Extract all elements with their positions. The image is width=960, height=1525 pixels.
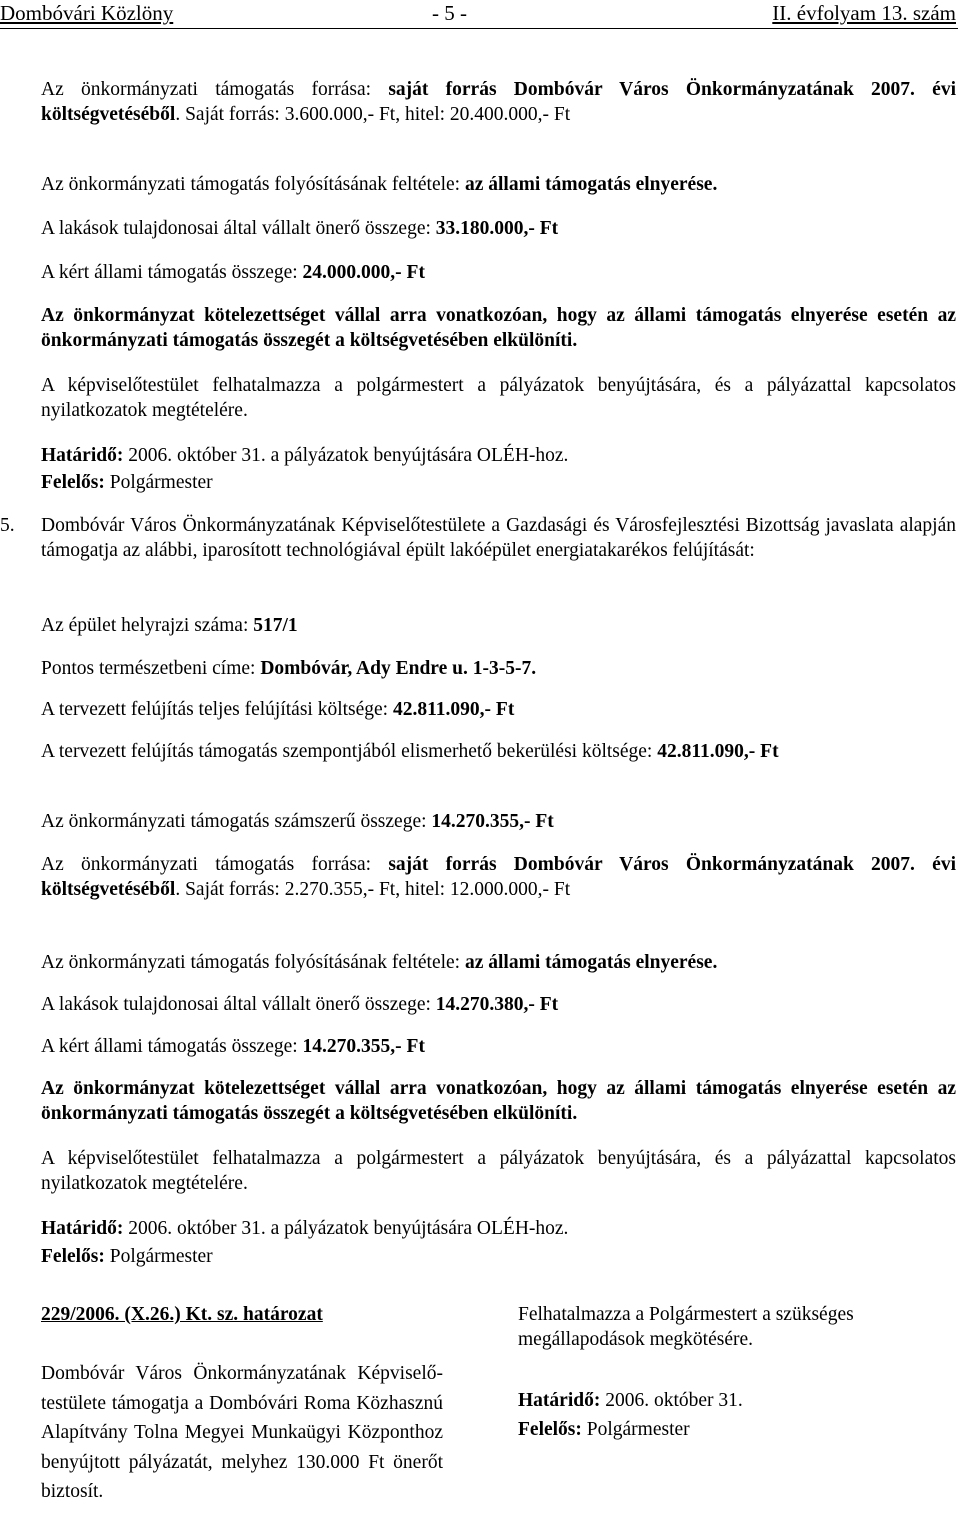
municipal-support: Az önkormányzati támogatás számszerű összege: 14.270.355,- Ft — [41, 811, 554, 832]
issue-label: II. évfolyam 13. szám — [772, 1, 956, 25]
payment-condition-4: Az önkormányzati támogatás folyósításának feltétele: az állami támogatás elnyerése. — [41, 174, 718, 195]
address: Pontos természetbeni címe: Dombóvár, Ady Endre u. 1-3-5-7. — [41, 658, 537, 679]
deadline-5: Határidő: 2006. október 31. a pályázatok benyújtására OLÉH-hoz. — [41, 1218, 569, 1239]
resolution-deadline: Határidő: 2006. október 31. — [518, 1390, 743, 1411]
responsible-5: Felelős: Polgármester — [41, 1246, 213, 1267]
commitment-4: Az önkormányzat kötelezettséget vállal arra vonatkozóan, hogy az állami támogatás elnyerése esetén az önkormányzati támogatás összegét a költségvetésében elkülöníti. — [41, 305, 956, 351]
page-number: - 5 - — [432, 1, 467, 25]
item-number: 5. — [0, 515, 15, 536]
publication-title: Dombóvári Közlöny — [0, 1, 174, 25]
page-header — [0, 0, 958, 29]
owner-contribution-4: A lakások tulajdonosai által vállalt önerő összege: 33.180.000,- Ft — [41, 218, 559, 239]
eligible-cost: A tervezett felújítás támogatás szempontjából elismerhető bekerülési költsége: 42.811.090,- Ft — [41, 741, 779, 762]
funding-source-4: Az önkormányzati támogatás forrása: saját forrás Dombóvár Város Önkormányzatának 2007. évi költségvetéséből. Saját forrás: 3.600.000,- Ft, hitel: 20.400.000,- Ft — [41, 79, 957, 125]
parcel-number: Az épület helyrajzi száma: 517/1 — [41, 615, 298, 636]
authorization-5: A képviselőtestület felhatalmazza a polgármestert a pályázatok benyújtására, és a pályázattal kapcsolatos nyilatkozatok megtételére. — [41, 1148, 956, 1194]
total-cost: A tervezett felújítás teljes felújítási költsége: 42.811.090,- Ft — [41, 699, 515, 720]
state-support-4: A kért állami támogatás összege: 24.000.000,- Ft — [41, 262, 425, 283]
funding-source-5: Az önkormányzati támogatás forrása: saját forrás Dombóvár Város Önkormányzatának 2007. évi költségvetéséből. Saját forrás: 2.270.355,- Ft, hitel: 12.000.000,- Ft — [41, 854, 957, 900]
owner-contribution-5: A lakások tulajdonosai által vállalt önerő összege: 14.270.380,- Ft — [41, 994, 559, 1015]
deadline-4: Határidő: 2006. október 31. a pályázatok benyújtására OLÉH-hoz. — [41, 445, 569, 466]
authorization-4: A képviselőtestület felhatalmazza a polgármestert a pályázatok benyújtására, és a pályázattal kapcsolatos nyilatkozatok megtételére. — [41, 375, 956, 421]
state-support-5: A kért állami támogatás összege: 14.270.355,- Ft — [41, 1036, 425, 1057]
resolution-responsible: Felelős: Polgármester — [518, 1419, 690, 1440]
resolution-title: 229/2006. (X.26.) Kt. sz. határozat — [41, 1304, 323, 1325]
responsible-4: Felelős: Polgármester — [41, 472, 213, 493]
resolution-authorization: Felhatalmazza a Polgármestert a szükséges megállapodások megkötésére. — [518, 1304, 854, 1350]
resolution-body: Dombóvár Város Önkormányzatának Képviselő-testülete támogatja a Dombóvári Roma Közhasznú Alapítvány Tolna Megyei Munkaügyi Központhoz benyújtott pályázatát, melyhez 130.000 Ft önerőt biztosít. — [41, 1363, 443, 1502]
commitment-5: Az önkormányzat kötelezettséget vállal arra vonatkozóan, hogy az állami támogatás elnyerése esetén az önkormányzati támogatás összegét a költségvetésében elkülöníti. — [41, 1078, 956, 1124]
item5-intro: Dombóvár Város Önkormányzatának Képviselőtestülete a Gazdasági és Városfejlesztési Bizottság javaslata alapján támogatja az alábbi, iparosított technológiával épült lakóépület energiatakarékos felújítását: — [41, 515, 956, 561]
payment-condition-5: Az önkormányzati támogatás folyósításának feltétele: az állami támogatás elnyerése. — [41, 952, 718, 973]
